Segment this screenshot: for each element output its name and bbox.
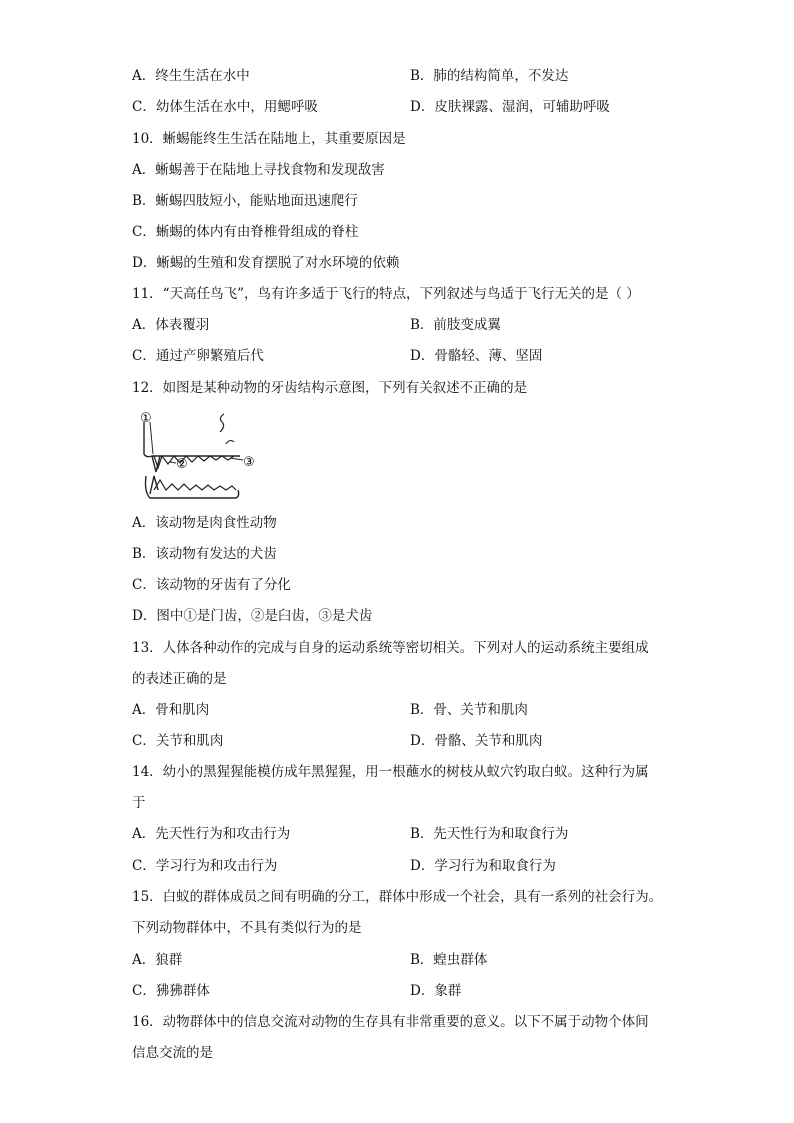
q12-stem: 12．如图是某种动物的牙齿结构示意图，下列有关叙述不正确的是 xyxy=(132,380,528,396)
q15-option-d: D．象群 xyxy=(410,983,462,999)
label-3: ③ xyxy=(243,455,255,470)
q13-option-a: A．骨和肌肉 xyxy=(132,702,210,718)
q14-stem-line2: 于 xyxy=(132,795,146,811)
q15-option-b: B．蝗虫群体 xyxy=(410,952,488,968)
q14-option-b: B．先天性行为和取食行为 xyxy=(410,826,569,842)
upper-jaw xyxy=(144,422,240,457)
q14-option-d: D．学习行为和取食行为 xyxy=(410,858,556,874)
q10-option-c: C．蜥蜴的体内有由脊椎骨组成的脊柱 xyxy=(132,224,359,240)
q11-option-d: D．骨骼轻、薄、坚固 xyxy=(410,348,543,364)
q11-option-c: C．通过产卵繁殖后代 xyxy=(132,348,264,364)
q13-option-b: B．骨、关节和肌肉 xyxy=(410,702,528,718)
q10-stem: 10．蜥蜴能终生生活在陆地上，其重要原因是 xyxy=(132,131,406,147)
q15-stem-line1: 15．白蚁的群体成员之间有明确的分工，群体中形成一个社会，具有一系列的社会行为。 xyxy=(132,889,663,905)
q16-stem-line1: 16．动物群体中的信息交流对动物的生存具有非常重要的意义。以下不属于动物个体间 xyxy=(132,1014,649,1030)
q13-option-d: D．骨骼、关节和肌肉 xyxy=(410,733,543,749)
pointer-3 xyxy=(230,458,243,460)
q11-stem: 11．“天高任鸟飞”，鸟有许多适于飞行的特点，下列叙述与鸟适于飞行无关的是（ ） xyxy=(132,286,640,302)
q11-option-b: B．前肢变成翼 xyxy=(410,317,501,333)
q10-option-b: B．蜥蜴四肢短小，能贴地面迅速爬行 xyxy=(132,193,358,209)
lower-canine xyxy=(150,476,158,494)
q13-stem-line1: 13．人体各种动作的完成与自身的运动系统等密切相关。下列对人的运动系统主要组成 xyxy=(132,640,649,656)
q12-option-d: D．图中①是门齿，②是臼齿，③是犬齿 xyxy=(132,608,373,624)
q16-stem-line2: 信息交流的是 xyxy=(132,1045,213,1061)
q9-option-d: D．皮肤裸露、湿润，可辅助呼吸 xyxy=(410,99,610,115)
q15-stem-line2: 下列动物群体中，不具有类似行为的是 xyxy=(132,920,362,936)
pointer-1 xyxy=(150,422,153,454)
q14-option-a: A．先天性行为和攻击行为 xyxy=(132,826,291,842)
q13-stem-line2: 的表述正确的是 xyxy=(132,671,227,687)
label-1: ① xyxy=(140,411,152,426)
q13-option-c: C．关节和肌肉 xyxy=(132,733,224,749)
upper-teeth xyxy=(154,456,234,468)
label-2: ② xyxy=(176,457,188,472)
squiggle-2 xyxy=(226,440,234,444)
q12-option-b: B．该动物有发达的犬齿 xyxy=(132,546,277,562)
teeth-diagram xyxy=(140,410,264,502)
q15-option-a: A．狼群 xyxy=(132,952,183,968)
lower-jaw xyxy=(146,476,239,498)
q10-option-a: A．蜥蜴善于在陆地上寻找食物和发现敌害 xyxy=(132,162,385,178)
lower-teeth xyxy=(154,480,236,490)
squiggle xyxy=(220,414,224,432)
q9-option-c: C．幼体生活在水中，用鳃呼吸 xyxy=(132,99,318,115)
q15-option-c: C．狒狒群体 xyxy=(132,983,210,999)
q9-option-a: A．终生生活在水中 xyxy=(132,68,250,84)
q12-option-a: A．该动物是肉食性动物 xyxy=(132,515,277,531)
q14-option-c: C．学习行为和攻击行为 xyxy=(132,858,278,874)
q12-option-c: C．该动物的牙齿有了分化 xyxy=(132,577,291,593)
q10-option-d: D．蜥蜴的生殖和发育摆脱了对水环境的依赖 xyxy=(132,255,400,271)
q11-option-a: A．体表覆羽 xyxy=(132,317,210,333)
q9-option-b: B．肺的结构简单，不发达 xyxy=(410,68,569,84)
q14-stem-line1: 14．幼小的黑猩猩能模仿成年黑猩猩，用一根蘸水的树枝从蚁穴钓取白蚁。这种行为属 xyxy=(132,764,649,780)
